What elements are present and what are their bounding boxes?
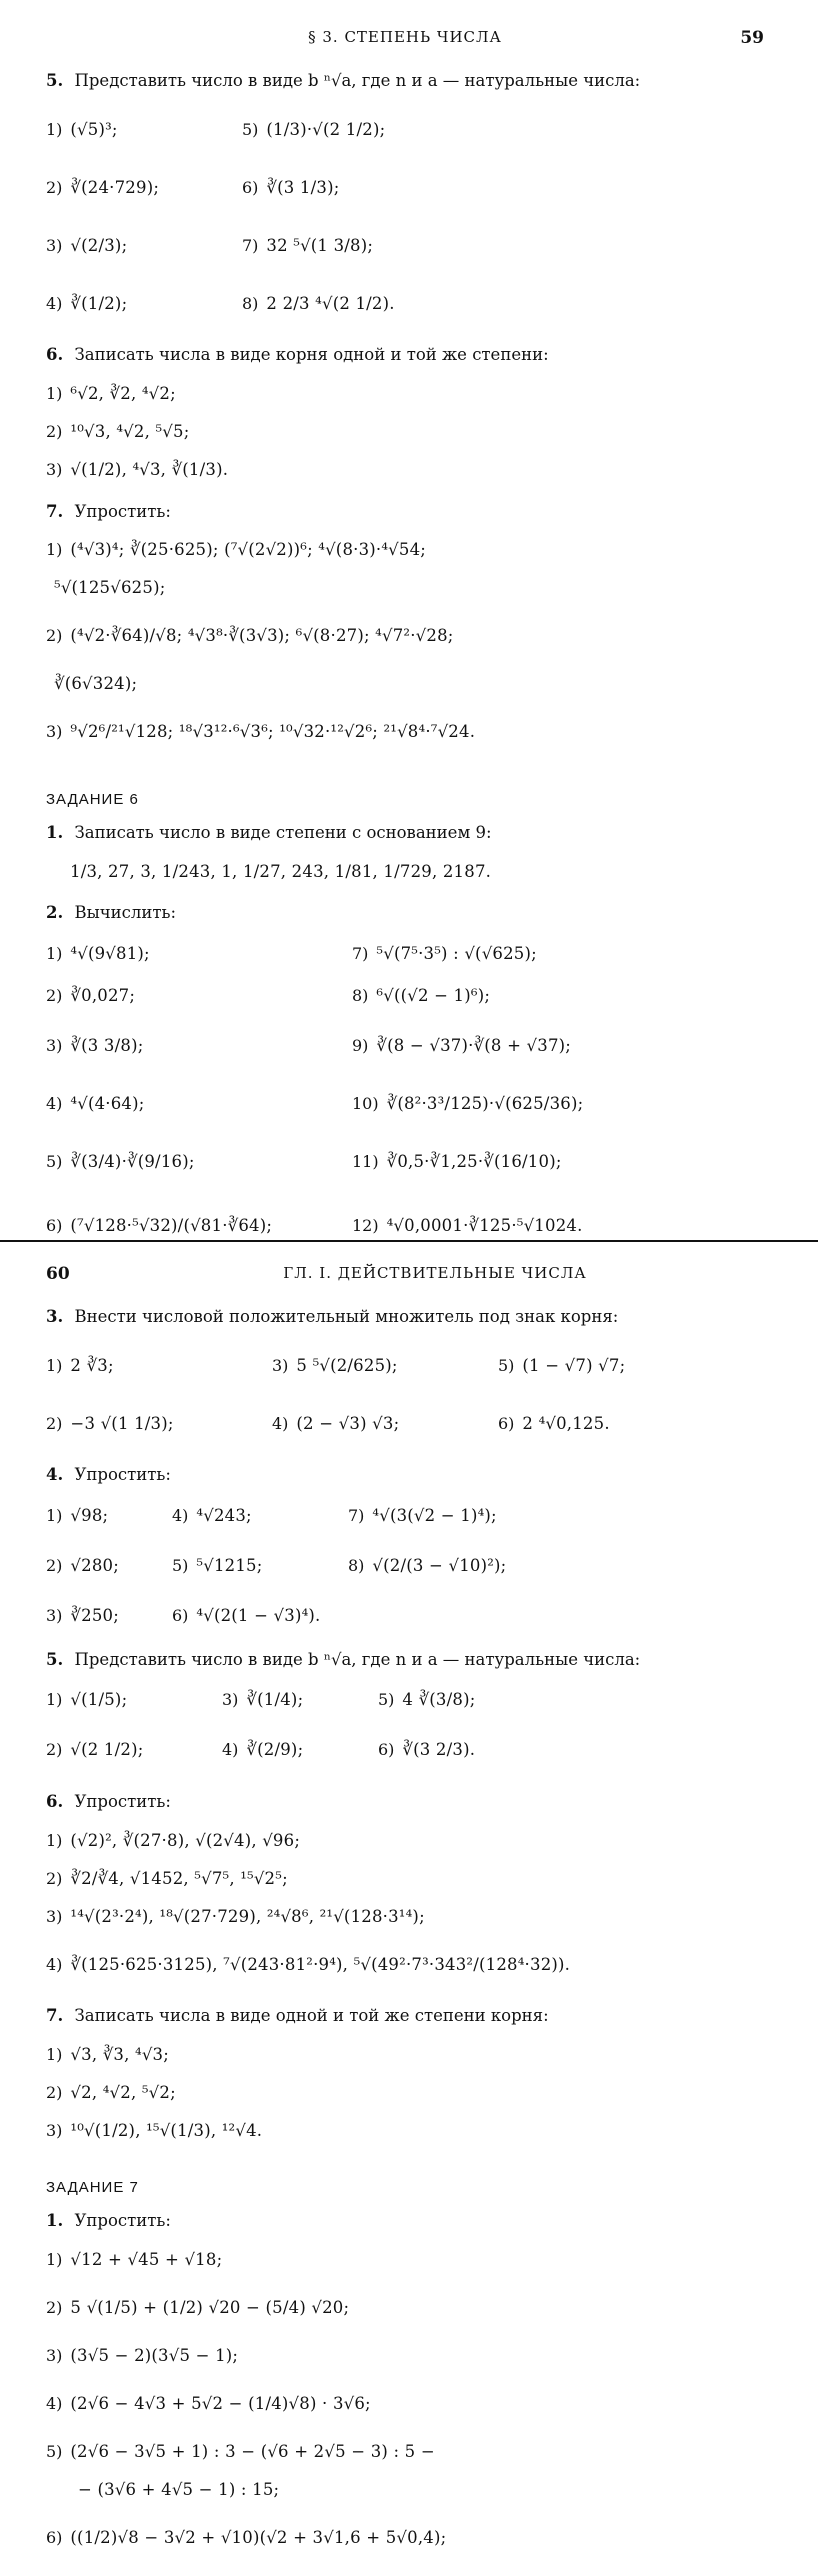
exercise-label: 4) xyxy=(272,1413,289,1433)
exercise-line xyxy=(46,1897,764,1935)
task-7-heading: 7. Записать числа в виде одной и той же степени корня: xyxy=(46,2006,549,2026)
math-expression: ∛(24·729); xyxy=(70,177,160,197)
exercise-label: 5) xyxy=(242,119,259,139)
exercise-line xyxy=(46,451,764,489)
math-expression: ∛(1/4); xyxy=(246,1690,304,1710)
exercise-label: 3) xyxy=(46,235,63,255)
task-3-exercises xyxy=(46,1336,764,1452)
exercise-item xyxy=(348,1537,764,1595)
exercise-label: 6) xyxy=(498,1413,515,1433)
math-expression: √3, ∛3, ⁴√3; xyxy=(70,2044,170,2064)
exercise-label: 3) xyxy=(46,2346,63,2366)
exercise-line xyxy=(46,607,764,665)
exercise-item xyxy=(172,1537,332,1595)
exercise-label: 1) xyxy=(46,943,63,963)
exercise-label: 7) xyxy=(348,1506,365,1526)
exercise-label: 4) xyxy=(46,293,63,313)
exercise-line xyxy=(46,703,764,761)
exercise-label: 2) xyxy=(46,422,63,442)
math-expression: ⁵√(125√625); xyxy=(54,578,166,598)
math-expression: 2 ⁴√0,125. xyxy=(522,1413,610,1433)
page-59 xyxy=(0,0,818,1240)
math-expression: ⁴√(4·64); xyxy=(70,1093,145,1113)
exercise-label: 6) xyxy=(46,2528,63,2548)
exercise-label: 1) xyxy=(46,119,63,139)
exercise-label: 6) xyxy=(172,1606,189,1626)
task-5-exercises xyxy=(46,100,764,332)
exercise-line xyxy=(46,2035,764,2073)
math-expression: ⁵√(7⁵·3⁵) : √(√625); xyxy=(376,943,537,963)
math-expression: (⁴√2·∛64)/√8; ⁴√3⁸·∛(3√3); ⁶√(8·27); ⁴√7²·√28; xyxy=(70,626,454,646)
exercise-label: 5) xyxy=(46,2442,63,2462)
exercise-item xyxy=(46,1721,206,1779)
exercise-item xyxy=(46,1394,256,1452)
exercise-label: 5) xyxy=(378,1690,395,1710)
exercise-label: 9) xyxy=(352,1035,369,1055)
page-number: 60 xyxy=(46,1264,70,1284)
exercise-label: 7) xyxy=(242,235,259,255)
exercise-line xyxy=(46,2471,764,2509)
exercise-label: 1) xyxy=(46,2044,63,2064)
math-expression: ⁶√2, ∛2, ⁴√2; xyxy=(70,384,176,404)
exercise-label: 7) xyxy=(352,943,369,963)
task-4-exercises xyxy=(46,1495,764,1637)
exercise-line xyxy=(46,1859,764,1897)
chapter-title: ГЛ. I. ДЕЙСТВИТЕЛЬНЫЕ ЧИСЛА xyxy=(283,1264,587,1282)
exercise-item xyxy=(272,1394,482,1452)
exercise-item xyxy=(222,1721,362,1779)
math-expression: 32 ⁵√(1 3/8); xyxy=(266,235,374,255)
math-expression: (1/3)·√(2 1/2); xyxy=(266,119,386,139)
exercise-label: 3) xyxy=(46,2120,63,2140)
assignment-6-task-2-heading: 2. Вычислить: xyxy=(46,903,177,923)
exercise-item xyxy=(222,1679,362,1721)
running-header xyxy=(46,1264,764,1294)
exercise-label: 8) xyxy=(242,293,259,313)
math-expression: ((1/2)√8 − 3√2 + √10)(√2 + 3√1,6 + 5√0,4); xyxy=(70,2528,447,2548)
exercise-item xyxy=(242,158,764,216)
math-expression: √12 + √45 + √18; xyxy=(70,2250,223,2270)
math-expression: 2 ∛3; xyxy=(70,1355,114,1375)
math-expression: (2√6 − 3√5 + 1) : 3 − (√6 + 2√5 − 3) : 5 − xyxy=(70,2442,435,2462)
exercise-label: 2) xyxy=(46,985,63,1005)
exercise-item xyxy=(46,100,226,158)
assignment-6-task-1-heading: 1. Записать число в виде степени с основанием 9: xyxy=(46,822,492,842)
exercise-item xyxy=(352,932,764,974)
exercise-label: 4) xyxy=(46,1093,63,1113)
math-expression: (3√5 − 2)(3√5 − 1); xyxy=(70,2346,239,2366)
math-expression: √280; xyxy=(70,1556,119,1576)
math-expression: 5 ⁵√(2/625); xyxy=(296,1355,398,1375)
exercise-label: 2) xyxy=(46,626,63,646)
exercise-label: 2) xyxy=(46,2298,63,2318)
math-expression: ∛0,027; xyxy=(70,985,136,1005)
exercise-item xyxy=(498,1394,764,1452)
exercise-line xyxy=(46,852,764,890)
exercise-label: 8) xyxy=(348,1556,365,1576)
exercise-item xyxy=(242,274,764,332)
exercise-line xyxy=(46,2337,764,2375)
math-expression: ∛(3 3/8); xyxy=(70,1035,144,1055)
math-expression: 2 2/3 ⁴√(2 1/2). xyxy=(266,293,395,313)
exercise-item xyxy=(242,100,764,158)
exercise-line xyxy=(46,413,764,451)
exercise-label: 5) xyxy=(46,1151,63,1171)
exercise-label: 10) xyxy=(352,1093,379,1113)
exercise-item xyxy=(46,1595,156,1637)
exercise-label: 3) xyxy=(46,1035,63,1055)
assignment-7-title: ЗАДАНИЕ 7 xyxy=(46,2179,139,2197)
math-expression: (2√6 − 4√3 + 5√2 − (1/4)√8) · 3√6; xyxy=(70,2394,371,2414)
exercise-item xyxy=(352,974,764,1016)
exercise-item xyxy=(272,1336,482,1394)
exercise-line xyxy=(46,569,764,607)
exercise-label: 6) xyxy=(46,1215,63,1235)
exercise-label: 6) xyxy=(242,177,259,197)
exercise-label: 1) xyxy=(46,1690,63,1710)
exercise-line xyxy=(46,2509,764,2567)
exercise-label: 4) xyxy=(46,2394,63,2414)
exercise-line xyxy=(46,2279,764,2337)
exercise-label: 2) xyxy=(46,1413,63,1433)
math-expression: −3 √(1 1/3); xyxy=(70,1413,174,1433)
math-expression: (⁷√128·⁵√32)/(√81·∛64); xyxy=(70,1215,273,1235)
exercise-item xyxy=(46,1679,206,1721)
exercise-item xyxy=(352,1074,764,1132)
exercise-line xyxy=(46,1821,764,1859)
exercise-label: 5) xyxy=(498,1355,515,1375)
exercise-item xyxy=(46,1074,336,1132)
task-5-heading: 5. Представить число в виде b ⁿ√a, где n и a — натуральные числа: xyxy=(46,1649,641,1669)
math-expression: ∛(8²·3³/125)·√(625/36); xyxy=(386,1093,584,1113)
exercise-label: 2) xyxy=(46,1556,63,1576)
task-4-heading: 4. Упростить: xyxy=(46,1465,171,1485)
assignment-6-title: ЗАДАНИЕ 6 xyxy=(46,790,139,808)
exercise-label: 2) xyxy=(46,1868,63,1888)
exercise-label: 3) xyxy=(272,1355,289,1375)
math-expression: √2, ⁴√2, ⁵√2; xyxy=(70,2082,176,2102)
math-expression: 4 ∛(3/8); xyxy=(402,1690,476,1710)
exercise-item xyxy=(46,1495,156,1537)
exercise-label: 4) xyxy=(46,1954,63,1974)
exercise-label: 3) xyxy=(46,460,63,480)
exercise-item xyxy=(46,1336,256,1394)
exercise-label: 4) xyxy=(222,1740,239,1760)
exercise-item xyxy=(46,1132,336,1190)
exercise-line xyxy=(46,2375,764,2433)
exercise-label: 2) xyxy=(46,1740,63,1760)
math-expression: − (3√6 + 4√5 − 1) : 15; xyxy=(78,2480,280,2500)
task-6-heading: 6. Упростить: xyxy=(46,1791,171,1811)
exercise-item xyxy=(46,932,336,974)
exercise-item xyxy=(352,1132,764,1190)
math-expression: ∛(3 2/3). xyxy=(402,1740,476,1760)
math-expression: ⁴√243; xyxy=(196,1506,252,1526)
math-expression: ⁴√(3(√2 − 1)⁴); xyxy=(372,1506,497,1526)
math-expression: √(2 1/2); xyxy=(70,1740,144,1760)
math-expression: ∛(8 − √37)·∛(8 + √37); xyxy=(376,1035,572,1055)
math-expression: ∛2/∛4, √1452, ⁵√7⁵, ¹⁵√2⁵; xyxy=(70,1868,288,1888)
page-number: 59 xyxy=(740,28,764,48)
exercise-label: 4) xyxy=(172,1506,189,1526)
math-expression: ¹⁴√(2³·2⁴), ¹⁸√(27·729), ²⁴√8⁶, ²¹√(128·3¹⁴); xyxy=(70,1906,425,1926)
math-expression: 1/3, 27, 3, 1/243, 1, 1/27, 243, 1/81, 1/729, 2187. xyxy=(70,861,492,881)
exercise-item xyxy=(378,1679,764,1721)
exercise-item xyxy=(46,974,336,1016)
math-expression: √(1/5); xyxy=(70,1690,128,1710)
exercise-label: 3) xyxy=(222,1690,239,1710)
exercise-item xyxy=(352,1016,764,1074)
math-expression: √98; xyxy=(70,1506,109,1526)
exercise-item xyxy=(172,1595,764,1637)
math-expression: ⁹√2⁶/²¹√128; ¹⁸√3¹²·⁶√3⁶; ¹⁰√32·¹²√2⁶; ²¹√8⁴·⁷√24. xyxy=(70,722,476,742)
exercise-label: 1) xyxy=(46,384,63,404)
math-expression: ¹⁰√(1/2), ¹⁵√(1/3), ¹²√4. xyxy=(70,2120,263,2140)
exercise-line xyxy=(46,665,764,703)
exercise-label: 1) xyxy=(46,1355,63,1375)
exercise-label: 1) xyxy=(46,1830,63,1850)
math-expression: ⁴√(9√81); xyxy=(70,943,150,963)
exercise-line xyxy=(46,531,764,569)
exercise-line xyxy=(46,2111,764,2149)
math-expression: ⁵√1215; xyxy=(196,1556,263,1576)
exercise-label: 8) xyxy=(352,985,369,1005)
math-expression: ∛(125·625·3125), ⁷√(243·81²·9⁴), ⁵√(49²·7³·343²/(128⁴·32)). xyxy=(70,1954,571,1974)
math-expression: ∛(2/9); xyxy=(246,1740,304,1760)
exercise-label: 12) xyxy=(352,1215,379,1235)
exercise-label: 2) xyxy=(46,2082,63,2102)
math-expression: ⁶√((√2 − 1)⁶); xyxy=(376,985,491,1005)
task-7-heading: 7. Упростить: xyxy=(46,501,171,521)
math-expression: ∛(3/4)·∛(9/16); xyxy=(70,1151,195,1171)
math-expression: ¹⁰√3, ⁴√2, ⁵√5; xyxy=(70,422,190,442)
exercise-label: 11) xyxy=(352,1151,379,1171)
math-expression: 5 √(1/5) + (1/2) √20 − (5/4) √20; xyxy=(70,2298,350,2318)
math-expression: ∛0,5·∛1,25·∛(16/10); xyxy=(386,1151,562,1171)
exercise-item xyxy=(378,1721,764,1779)
math-expression: √(2/3); xyxy=(70,235,128,255)
math-expression: (√2)², ∛(27·8), √(2√4), √96; xyxy=(70,1830,301,1850)
task-5-heading: 5. Представить число в виде b ⁿ√a, где n и a — натуральные числа: xyxy=(46,71,641,90)
exercise-line xyxy=(46,2433,764,2471)
task-3-heading: 3. Внести числовой положительный множитель под знак корня: xyxy=(46,1307,619,1326)
math-expression: √(2/(3 − √10)²); xyxy=(372,1556,507,1576)
exercise-line xyxy=(46,1935,764,1993)
exercise-label: 3) xyxy=(46,722,63,742)
exercise-label: 3) xyxy=(46,1906,63,1926)
page-60 xyxy=(0,1240,818,2548)
exercise-label: 6) xyxy=(378,1740,395,1760)
section-title: § 3. СТЕПЕНЬ ЧИСЛА xyxy=(308,28,502,46)
task-5-exercises xyxy=(46,1679,764,1779)
math-expression: √(1/2), ⁴√3, ∛(1/3). xyxy=(70,460,229,480)
exercise-item xyxy=(498,1336,764,1394)
exercise-label: 5) xyxy=(172,1556,189,1576)
exercise-item xyxy=(172,1495,332,1537)
running-header xyxy=(46,28,764,58)
math-expression: (1 − √7) √7; xyxy=(522,1355,626,1375)
exercise-label: 2) xyxy=(46,177,63,197)
exercise-line xyxy=(46,2073,764,2111)
math-expression: ∛(1/2); xyxy=(70,293,128,313)
math-expression: (√5)³; xyxy=(70,119,118,139)
exercise-label: 1) xyxy=(46,2250,63,2270)
exercise-item xyxy=(46,216,226,274)
math-expression: (2 − √3) √3; xyxy=(296,1413,400,1433)
math-expression: ∛(6√324); xyxy=(54,674,138,694)
math-expression: ∛250; xyxy=(70,1606,119,1626)
exercise-label: 1) xyxy=(46,540,63,560)
exercise-item xyxy=(242,216,764,274)
math-expression: (⁴√3)⁴; ∛(25·625); (⁷√(2√2))⁶; ⁴√(8·3)·⁴√54; xyxy=(70,540,427,560)
math-expression: ⁴√0,0001·∛125·⁵√1024. xyxy=(386,1215,583,1235)
math-expression: ∛(3 1/3); xyxy=(266,177,340,197)
exercise-item xyxy=(348,1495,764,1537)
task-6-heading: 6. Записать числа в виде корня одной и той же степени: xyxy=(46,345,549,365)
exercise-item xyxy=(46,1537,156,1595)
math-expression: ⁴√(2(1 − √3)⁴). xyxy=(196,1606,321,1626)
exercise-label: 1) xyxy=(46,1506,63,1526)
exercise-line xyxy=(46,2241,764,2279)
exercise-item xyxy=(46,274,226,332)
exercise-item xyxy=(46,1016,336,1074)
exercise-item xyxy=(46,158,226,216)
exercise-line xyxy=(46,375,764,413)
assignment-6-task-2-exercises xyxy=(46,932,764,1260)
exercise-label: 3) xyxy=(46,1606,63,1626)
assignment-7-task-1-heading: 1. Упростить: xyxy=(46,2211,171,2231)
